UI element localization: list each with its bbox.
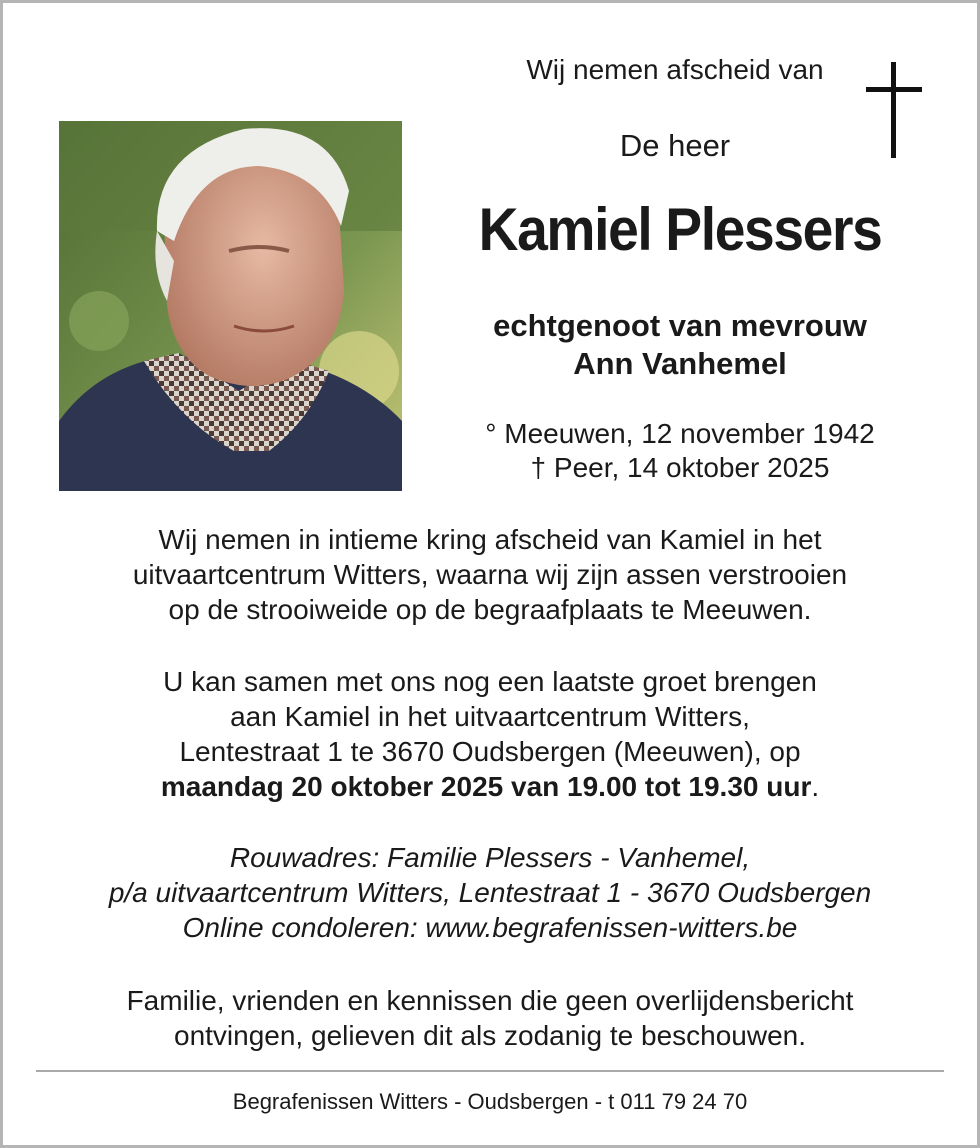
closing-line-1: Familie, vrienden en kennissen die geen overlijdensbericht [126,985,854,1016]
footer-divider [36,1070,944,1072]
spouse-line-1: echtgenoot van mevrouw [493,308,867,343]
visitation-time-bold: maandag 20 oktober 2025 van 19.00 tot 19.30 uur [160,771,812,802]
closing-line-2: ontvingen, gelieven dit als zodanig te beschouwen. [174,1020,806,1051]
deceased-name: Kamiel Plessers [478,196,882,263]
paragraph-2-line-2: aan Kamiel in het uitvaartcentrum Witters, [230,701,750,732]
paragraph-2-line-1: U kan samen met ons nog een laatste groet brengen [163,666,817,697]
paragraph-1-line-2: uitvaartcentrum Witters, waarna wij zijn assen verstrooien [132,559,848,590]
honorific: De heer [619,128,731,163]
paragraph-1-line-3: op de strooiweide op de begraafplaats te Meeuwen. [168,594,812,625]
visitation-time-period: . [811,771,820,802]
address-line-2: p/a uitvaartcentrum Witters, Lentestraat 1 - 3670 Oudsbergen [108,877,872,908]
paragraph-2-line-3: Lentestraat 1 te 3670 Oudsbergen (Meeuwen), op [179,736,801,767]
spouse-line-2: Ann Vanhemel [573,346,787,381]
intro-line: Wij nemen afscheid van [526,54,824,85]
paragraph-1-line-1: Wij nemen in intieme kring afscheid van Kamiel in het [158,524,822,555]
address-line-1: Rouwadres: Familie Plessers - Vanhemel, [229,842,751,873]
portrait-photo [59,121,402,491]
birth-line: ° Meeuwen, 12 november 1942 [485,418,875,449]
death-line: † Peer, 14 oktober 2025 [530,452,830,483]
online-condolence-line: Online condoleren: www.begrafenissen-witters.be [182,912,798,943]
visitation-time [20,771,960,803]
funeral-home-footer: Begrafenissen Witters - Oudsbergen - t 011 79 24 70 [232,1089,748,1114]
